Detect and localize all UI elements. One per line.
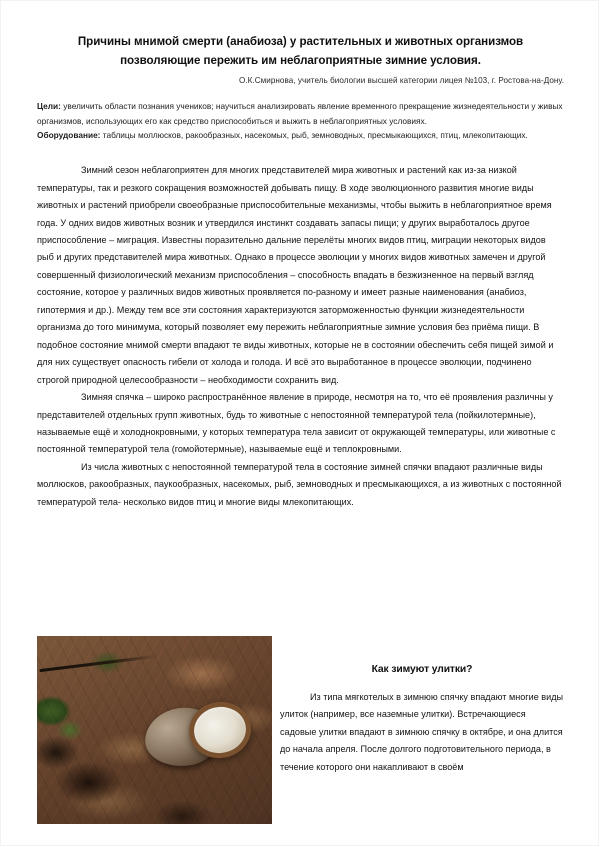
page-title-line-1: Причины мнимой смерти (анабиоза) у растительных и животных организмов bbox=[77, 35, 524, 48]
page-title bbox=[37, 33, 564, 71]
lesson-meta-block bbox=[37, 99, 564, 143]
equipment-text: таблицы моллюсков, ракообразных, насекомых, рыб, земноводных, пресмыкающихся, птиц, млекопитающих. bbox=[100, 130, 528, 141]
equipment-paragraph bbox=[37, 128, 564, 143]
body-paragraph-1: Зимний сезон неблагоприятен для многих представителей мира животных и растений как из-за низкой температуры, так и резкого сокращения возможностей добывать пищу. В ходе эволюционного развития многие виды животных и растений приобрели своеобразные приспособительные механизмы, чтобы выжить в неблагоприятное время года. У одних видов животных возник и утвердился инстинкт создавать запасы пищи; у других выработалось другое приспособление – миграция. Известны поразительно дальние перелёты многих видов птиц, миграции некоторых видов рыб и других представителей мира животных. Однако в процессе эволюции у многих видов животных замечен и другой совершенный физиологический механизм приспособления – способность впадать в безжизненное на первый взгляд состояние, которое у различных видов животных проявляется по-разному и имеет разные наименования (анабиоз, гипотермия и др.). Между тем все эти состояния характеризуются заторможенностью функции жизнедеятельности организма до того минимума, который позволяет ему пережить неблагоприятные зимние условия без приёма пищи. В подобное состояние мнимой смерти впадают те виды животных, которые не в состоянии обеспечить себя пищей зимой и для них существует опасность гибели от холода и голода. И всё это выработанное в процессе эволюции, подчинено строгой природной целесообразности – необходимости сохранить вид. bbox=[37, 165, 554, 385]
equipment-label: Оборудование: bbox=[37, 130, 101, 141]
body-paragraph-2: Зимняя спячка – широко распространённое явление в природе, несмотря на то, что её проявления различны у представителей отдельных групп животных, будь то животные с непостоянной температурой тела (пойкилотермные), называемые ещё и холоднокровными, у которых температура тела зависит от окружающей температуры, или животные с постоянной температурой тела (гомойотермные), называемые ещё и теплокровными. bbox=[37, 392, 556, 455]
article-body bbox=[280, 689, 564, 776]
article-column bbox=[280, 664, 564, 776]
goals-paragraph bbox=[37, 99, 564, 129]
body-paragraph-3: Из числа животных с непостоянной температурой тела в состояние зимней спячки впадают различные виды моллюсков, ракообразных, паукообразных, насекомых, рыб, земноводных и пресмыкающихся, а из животных с постоянной температурой тела- несколько видов птиц и многие виды млекопитающих. bbox=[37, 461, 562, 507]
page-title-line-2: позволяющие пережить им неблагоприятные зимние условия. bbox=[120, 53, 481, 67]
body-text bbox=[37, 162, 564, 511]
article-heading: Как зимуют улитки? bbox=[371, 664, 473, 675]
article-paragraph-1: Из типа мягкотелых в зимнюю спячку впадают многие виды улиток (например, все наземные улитки). Встречающиеся садовые улитки впадают в зимнюю спячку в октябре, и она длится до начала апреля. После долгого подготовительного периода, в течение которого они накапливают в своём bbox=[280, 692, 564, 772]
illustrated-section bbox=[37, 636, 564, 824]
author-byline: О.К.Смирнова, учитель биологии высшей категории лицея №103, г. Ростова-на-Дону. bbox=[239, 75, 564, 85]
document-content bbox=[37, 33, 564, 511]
snail-photo bbox=[37, 636, 272, 824]
photo-vignette bbox=[37, 636, 272, 824]
goals-text: увеличить области познания учеников; научиться анализировать явление временного прекращение жизнедеятельности у живых организмов, использующих его как средство приспособиться и выжить в неблагоприятных условиях. bbox=[37, 100, 563, 126]
goals-label: Цели: bbox=[37, 100, 61, 111]
